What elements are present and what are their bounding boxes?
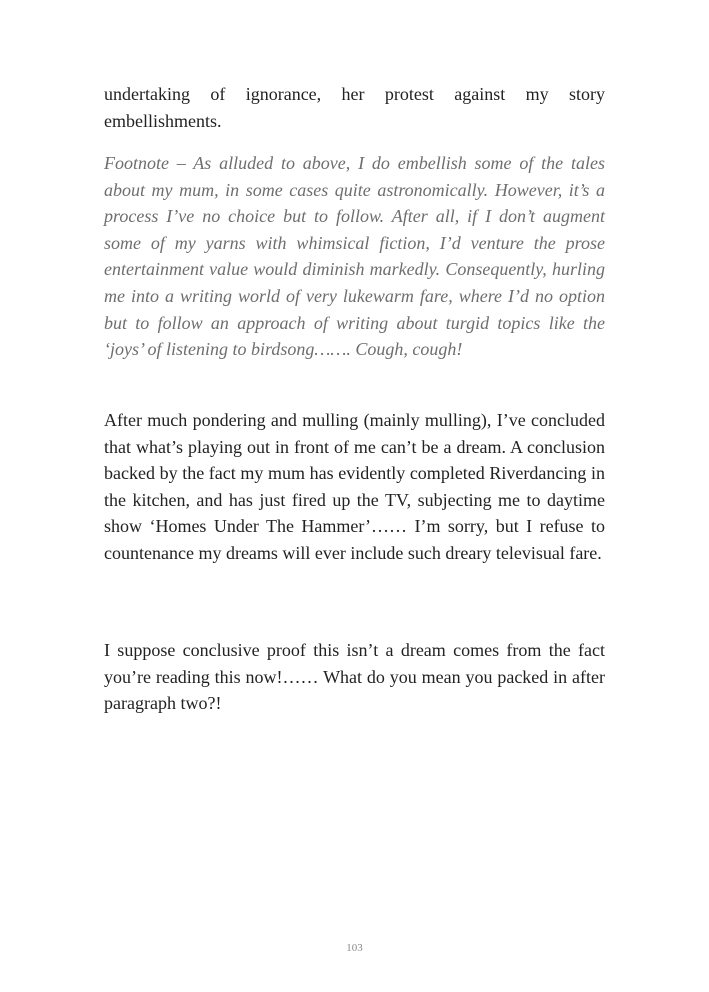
page-number: 103	[346, 942, 363, 954]
paragraph-closing: I suppose conclusive proof this isn’t a dream comes from the fact you’re reading this now!…… What do you mean you packed in after paragraph two?!	[104, 640, 605, 714]
paragraph-continuation: undertaking of ignorance, her protest against my story embellishments.	[104, 84, 605, 131]
footnote-paragraph: Footnote – As alluded to above, I do embellish some of the tales about my mum, in some cases quite astronomically. However, it’s a process I’ve no choice but to follow. After all, if I don’t augment some of my yarns with whimsical fiction, I’d venture the prose entertainment value would diminish markedly. Consequently, hurling me into a writing world of very lukewarm fare, where I’d no option but to follow an approach of writing about turgid topics like the ‘joys’ of listening to birdsong……. Cough, cough!	[104, 153, 605, 360]
paragraph-body: After much pondering and mulling (mainly mulling), I’ve concluded that what’s playing out in front of me can’t be a dream. A conclusion backed by the fact my mum has evidently completed Riverdancing in the kitchen, and has just fired up the TV, subjecting me to daytime show ‘Homes Under The Hammer’…… I’m sorry, but I refuse to countenance my dreams will ever include such dreary televisual fare.	[104, 410, 605, 563]
